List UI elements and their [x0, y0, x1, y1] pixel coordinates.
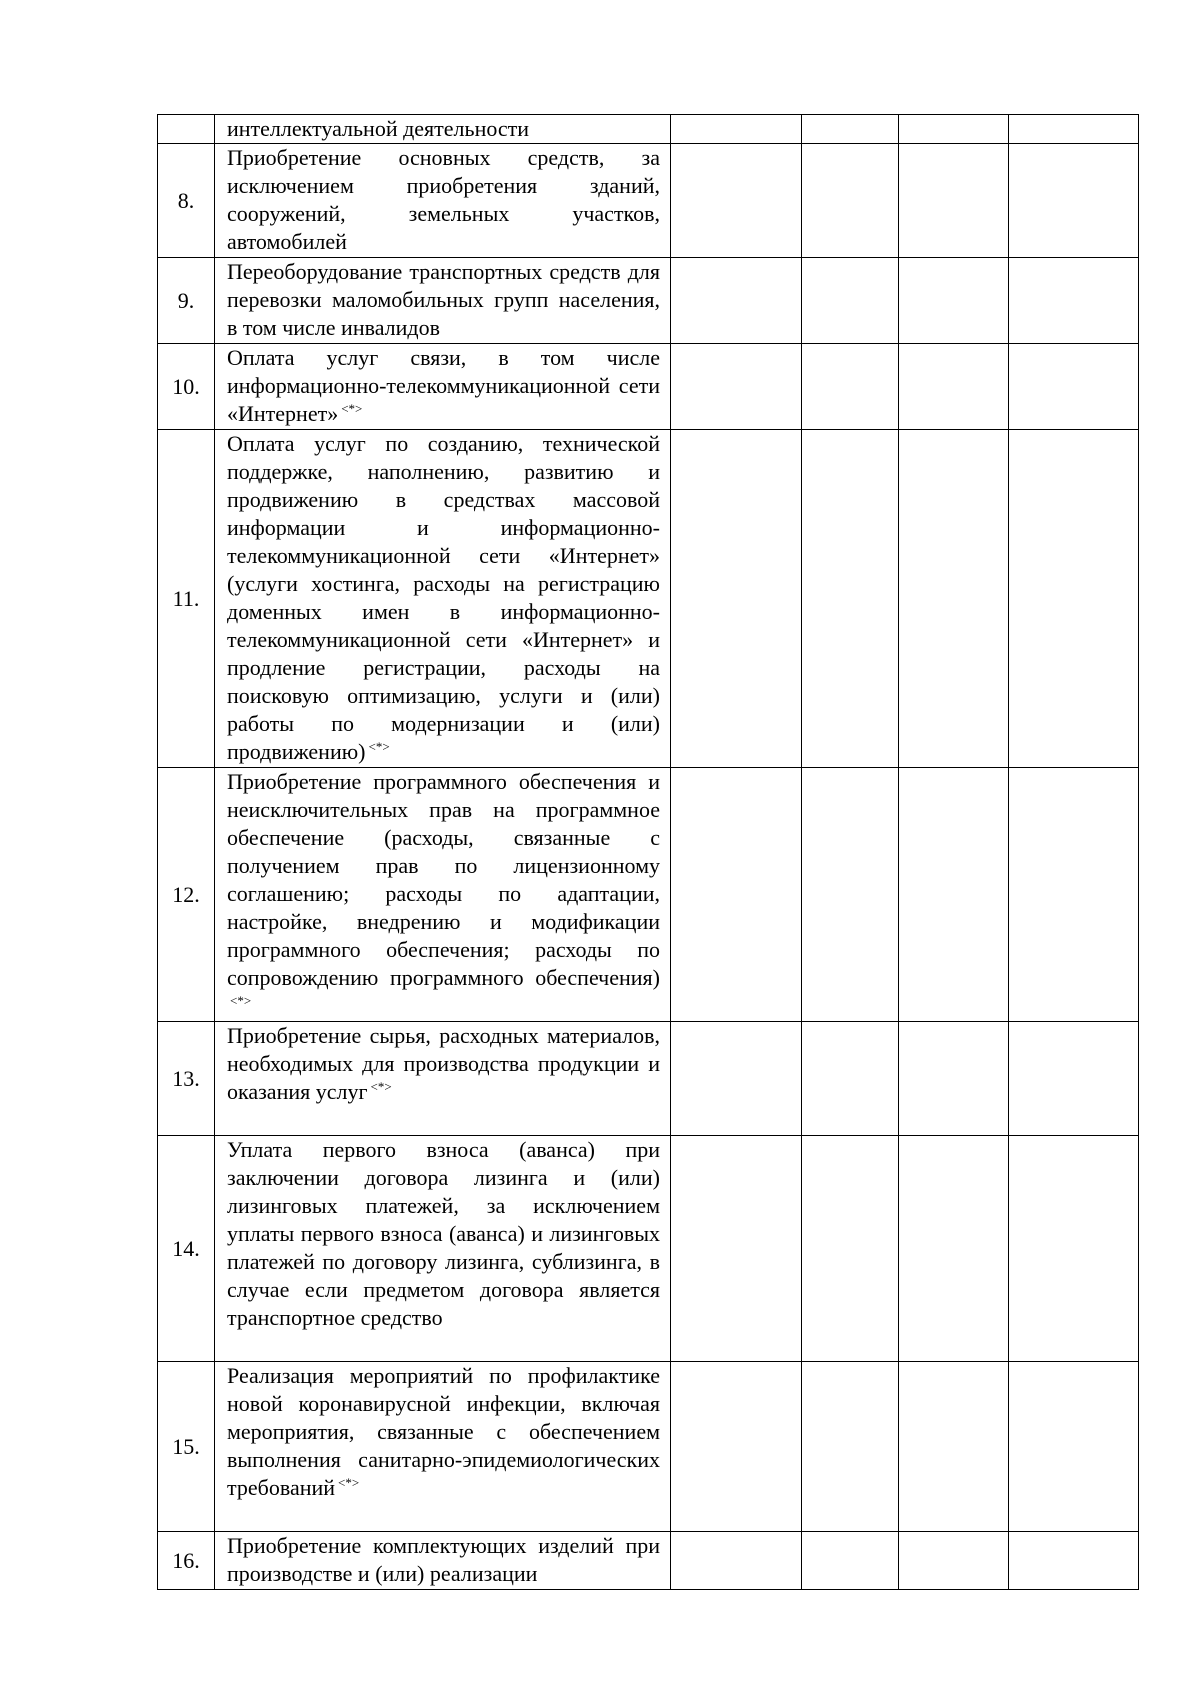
table-row — [158, 144, 1139, 258]
table-row — [158, 1362, 1139, 1532]
empty-cell — [899, 1136, 1009, 1362]
empty-cell — [1009, 768, 1139, 1022]
row-number: 15. — [158, 1362, 215, 1532]
empty-cell — [671, 1022, 802, 1136]
empty-cell — [671, 1362, 802, 1532]
row-description: Приобретение комплектующих изделий при производстве и (или) реализации — [215, 1532, 671, 1590]
table-row — [158, 768, 1139, 1022]
empty-cell — [899, 344, 1009, 430]
empty-cell — [671, 258, 802, 344]
empty-cell — [671, 344, 802, 430]
empty-cell — [802, 344, 899, 430]
table-row — [158, 1136, 1139, 1362]
empty-cell — [802, 430, 899, 768]
empty-cell — [899, 1022, 1009, 1136]
empty-cell — [802, 1022, 899, 1136]
empty-cell — [671, 1532, 802, 1590]
empty-cell — [899, 1362, 1009, 1532]
empty-cell — [899, 768, 1009, 1022]
empty-cell — [899, 1532, 1009, 1590]
empty-cell — [1009, 1362, 1139, 1532]
empty-cell — [1009, 1022, 1139, 1136]
empty-cell — [899, 144, 1009, 258]
empty-cell — [1009, 344, 1139, 430]
empty-cell — [802, 1532, 899, 1590]
empty-cell — [802, 768, 899, 1022]
row-description: Оплата услуг по созданию, технической поддержке, наполнению, развитию и продвижению в средствах массовой информации и информационно-телекоммуникационной сети «Интернет» (услуги хостинга, расходы на регистрацию доменных имен в информационно-телекоммуникационной сети «Интернет» и продление регистрации, расходы на поисковую оптимизацию, услуги и (или) работы по модернизации и (или) продвижению) <*> — [215, 430, 671, 768]
row-description: Переоборудование транспортных средств для перевозки маломобильных групп населения, в том числе инвалидов — [215, 258, 671, 344]
empty-cell — [802, 115, 899, 144]
empty-cell — [802, 1136, 899, 1362]
row-description: интеллектуальной деятельности — [215, 115, 671, 144]
empty-cell — [1009, 1136, 1139, 1362]
table-row — [158, 430, 1139, 768]
row-number: 12. — [158, 768, 215, 1022]
row-number: 13. — [158, 1022, 215, 1136]
footnote-mark: <*> — [230, 992, 252, 1008]
empty-cell — [899, 258, 1009, 344]
empty-cell — [802, 144, 899, 258]
empty-cell — [671, 430, 802, 768]
empty-cell — [802, 258, 899, 344]
empty-cell — [1009, 115, 1139, 144]
empty-cell — [671, 144, 802, 258]
empty-cell — [671, 768, 802, 1022]
table-row — [158, 344, 1139, 430]
empty-cell — [899, 430, 1009, 768]
row-number: 8. — [158, 144, 215, 258]
footnote-mark: <*> — [338, 1474, 360, 1490]
footnote-mark: <*> — [370, 1078, 392, 1094]
table-row — [158, 1022, 1139, 1136]
footnote-mark: <*> — [368, 738, 390, 754]
table-row — [158, 1532, 1139, 1590]
table-row — [158, 115, 1139, 144]
row-description: Приобретение программного обеспечения и неисключительных прав на программное обеспечение (расходы, связанные с получением прав по лицензионному соглашению; расходы по адаптации, настройке, внедрению и модификации программного обеспечения; расходы по сопровождению программного обеспечения)<*> — [215, 768, 671, 1022]
row-description: Уплата первого взноса (аванса) при заключении договора лизинга и (или) лизинговых платежей, за исключением уплаты первого взноса (аванса) и лизинговых платежей по договору лизинга, сублизинга, в случае если предметом договора является транспортное средство — [215, 1136, 671, 1362]
row-number: 11. — [158, 430, 215, 768]
expense-table — [157, 114, 1139, 1590]
row-description: Приобретение сырья, расходных материалов, необходимых для производства продукции и оказания услуг <*> — [215, 1022, 671, 1136]
row-number: 16. — [158, 1532, 215, 1590]
row-description: Оплата услуг связи, в том числе информационно-телекоммуникационной сети «Интернет» <*> — [215, 344, 671, 430]
empty-cell — [1009, 430, 1139, 768]
row-number: 10. — [158, 344, 215, 430]
empty-cell — [1009, 258, 1139, 344]
row-number: 9. — [158, 258, 215, 344]
table-row — [158, 258, 1139, 344]
empty-cell — [671, 115, 802, 144]
row-description: Приобретение основных средств, за исключением приобретения зданий, сооружений, земельных участков, автомобилей — [215, 144, 671, 258]
row-number — [158, 115, 215, 144]
empty-cell — [899, 115, 1009, 144]
empty-cell — [802, 1362, 899, 1532]
empty-cell — [1009, 1532, 1139, 1590]
footnote-mark: <*> — [341, 400, 363, 416]
row-description: Реализация мероприятий по профилактике новой коронавирусной инфекции, включая мероприятия, связанные с обеспечением выполнения санитарно-эпидемиологических требований <*> — [215, 1362, 671, 1532]
empty-cell — [1009, 144, 1139, 258]
empty-cell — [671, 1136, 802, 1362]
row-number: 14. — [158, 1136, 215, 1362]
